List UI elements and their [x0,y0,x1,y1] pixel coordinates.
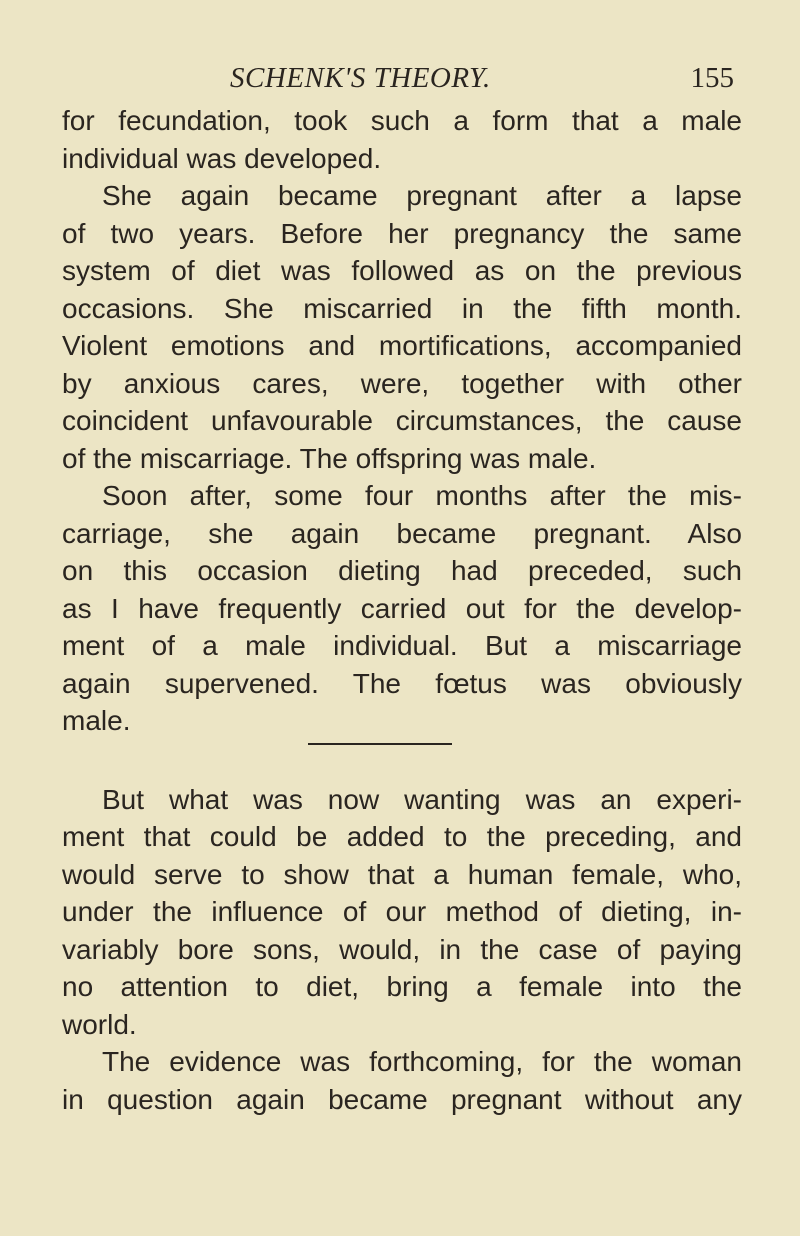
text-line: under the influence of our method of dieting, in- [62,896,742,927]
text-line: would serve to show that a human female, who, [62,858,742,890]
text-line: carriage, she again became pregnant. Also [62,517,742,549]
text-line: She again became pregnant after a lapse [102,180,742,211]
text-line: by anxious cares, were, together with other [62,367,742,399]
text-line: no attention to diet, bring a female into the [62,971,742,1002]
text-line: in question again became pregnant without any [62,1083,742,1115]
text-line: But what was now wanting was an experi- [102,783,742,815]
text-line: ment that could be added to the preceding, and [62,821,742,852]
running-title: SCHENK'S THEORY. [230,62,491,94]
body-text-section-2 [62,781,742,1119]
body-text-section-1 [62,102,742,740]
text-line: male. [62,705,131,736]
text-line: on this occasion dieting had preceded, such [62,555,742,586]
page-number: 155 [690,62,734,94]
text-line: Soon after, some four months after the mis- [102,480,742,511]
text-line: of two years. Before her pregnancy the same [62,217,742,249]
text-line: variably bore sons, would, in the case of paying [62,933,742,965]
text-line: system of diet was followed as on the previous [62,255,742,286]
book-page [62,58,742,1118]
text-line: coincident unfavourable circumstances, the cause [62,405,742,436]
text-line: world. [62,1008,137,1040]
text-line: The evidence was forthcoming, for the woman [102,1046,742,1077]
text-line: as I have frequently carried out for the develop- [62,592,742,624]
text-line: of the miscarriage. The offspring was male. [62,442,597,474]
section-gap [62,745,742,781]
text-line: again supervened. The fœtus was obviously [62,667,742,699]
running-head [62,58,742,102]
text-line: Violent emotions and mortifications, accompanied [62,330,742,361]
text-line: occasions. She miscarried in the fifth month. [62,292,742,324]
text-line: ment of a male individual. But a miscarriage [62,630,742,661]
text-line: individual was developed. [62,142,382,174]
text-line: for fecundation, took such a form that a male [62,105,742,136]
